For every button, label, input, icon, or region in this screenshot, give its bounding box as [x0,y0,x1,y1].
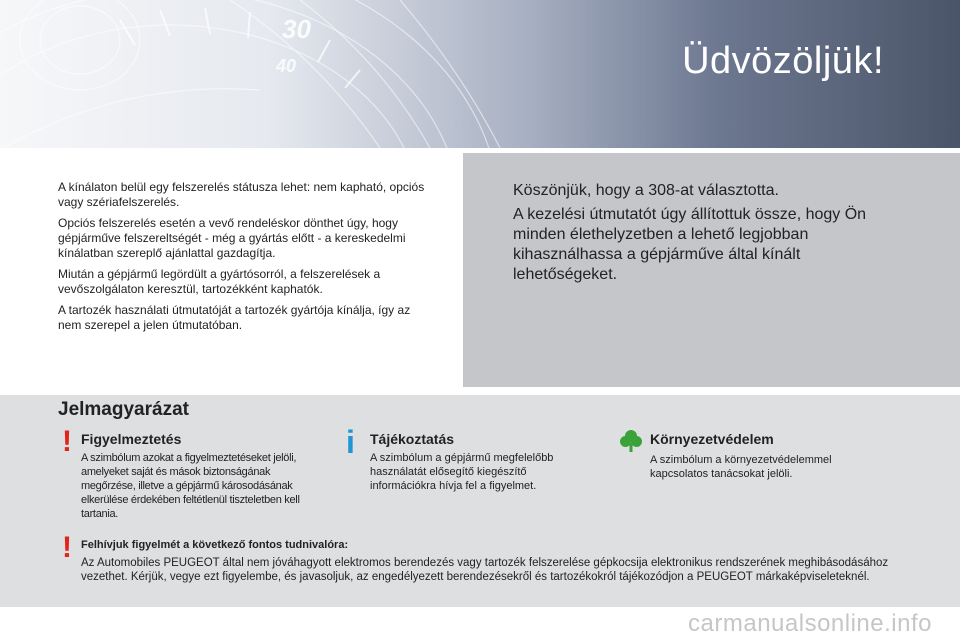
intro-paragraph: A tartozék használati útmutatóját a tartozék gyártója kínálja, így az nem szerepel a jelen útmutatóban. [58,303,411,332]
page-title: Üdvözöljük! [682,40,884,82]
legend-panel [0,395,960,607]
info-title: Tájékoztatás [370,431,455,447]
notice-title: Felhívjuk figyelmét a következő fontos tudnivalóra: [81,539,349,551]
legend-title: Jelmagyarázat [58,399,189,420]
intro-paragraph: A kínálaton belül egy felszerelés státusza lehet: nem kapható, opciós vagy szériafelszerelés. [58,180,425,209]
warning-icon: ! [62,425,72,458]
intro-text [58,180,428,339]
intro-paragraph: Miután a gépjármű legördült a gyártósorról, a felszerelések a vevőszolgálaton keresztül, tartozékként kaphatók. [58,267,381,296]
thanks-box [463,153,960,387]
dial-number-30: 30 [282,14,311,44]
warning-text: A szimbólum azokat a figyelmeztetéseket jelöli, amelyeket saját és mások biztonságának megőrzése, illetve a gépjármű károsodásának elkerülése érdekében feltétlenül tiszteletben kell tartania. [81,452,300,520]
intro-paragraph: Opciós felszerelés esetén a vevő rendeléskor dönthet úgy, hogy gépjárműve felszereltségét - még a gyártás előtt - a kereskedelmi kínálatban szereplő ajánlattal gazdagítja. [58,216,406,260]
environment-text: A szimbólum a környezetvédelemmel kapcsolatos tanácsokat jelöli. [650,454,832,480]
info-icon: i [346,424,355,460]
tree-icon [620,429,642,453]
notice-text: Az Automobiles PEUGEOT által nem jóváhagyott elektromos berendezés vagy tartozék felszerelése gépkocsija elektronikus rendszerének meghibásodásához vezethet. Kérjük, vegye ezt figyelembe, és javasoljuk, az engedélyezett berendezésekről és tartozékokról tájékozódjon a PEUGEOT márkaképviseleteknél. [81,557,889,583]
warning-title: Figyelmeztetés [81,431,182,447]
info-text: A szimbólum a gépjármű megfelelőbb használatát elősegítő kiegészítő információkra hívja fel a figyelmet. [370,452,554,492]
environment-title: Környezetvédelem [650,431,774,447]
watermark: carmanualsonline.info [688,610,932,637]
thanks-message: A kezelési útmutatót úgy állítottuk össze, hogy Ön minden élethelyzetben a lehető legjobban kihasználhassa a gépjárműve által kínált lehetőségeket. [513,206,867,283]
dial-number-40: 40 [276,56,297,76]
thanks-line: Köszönjük, hogy a 308-at választotta. [513,182,779,199]
header-banner [0,0,960,148]
notice-warning-icon: ! [62,531,72,564]
